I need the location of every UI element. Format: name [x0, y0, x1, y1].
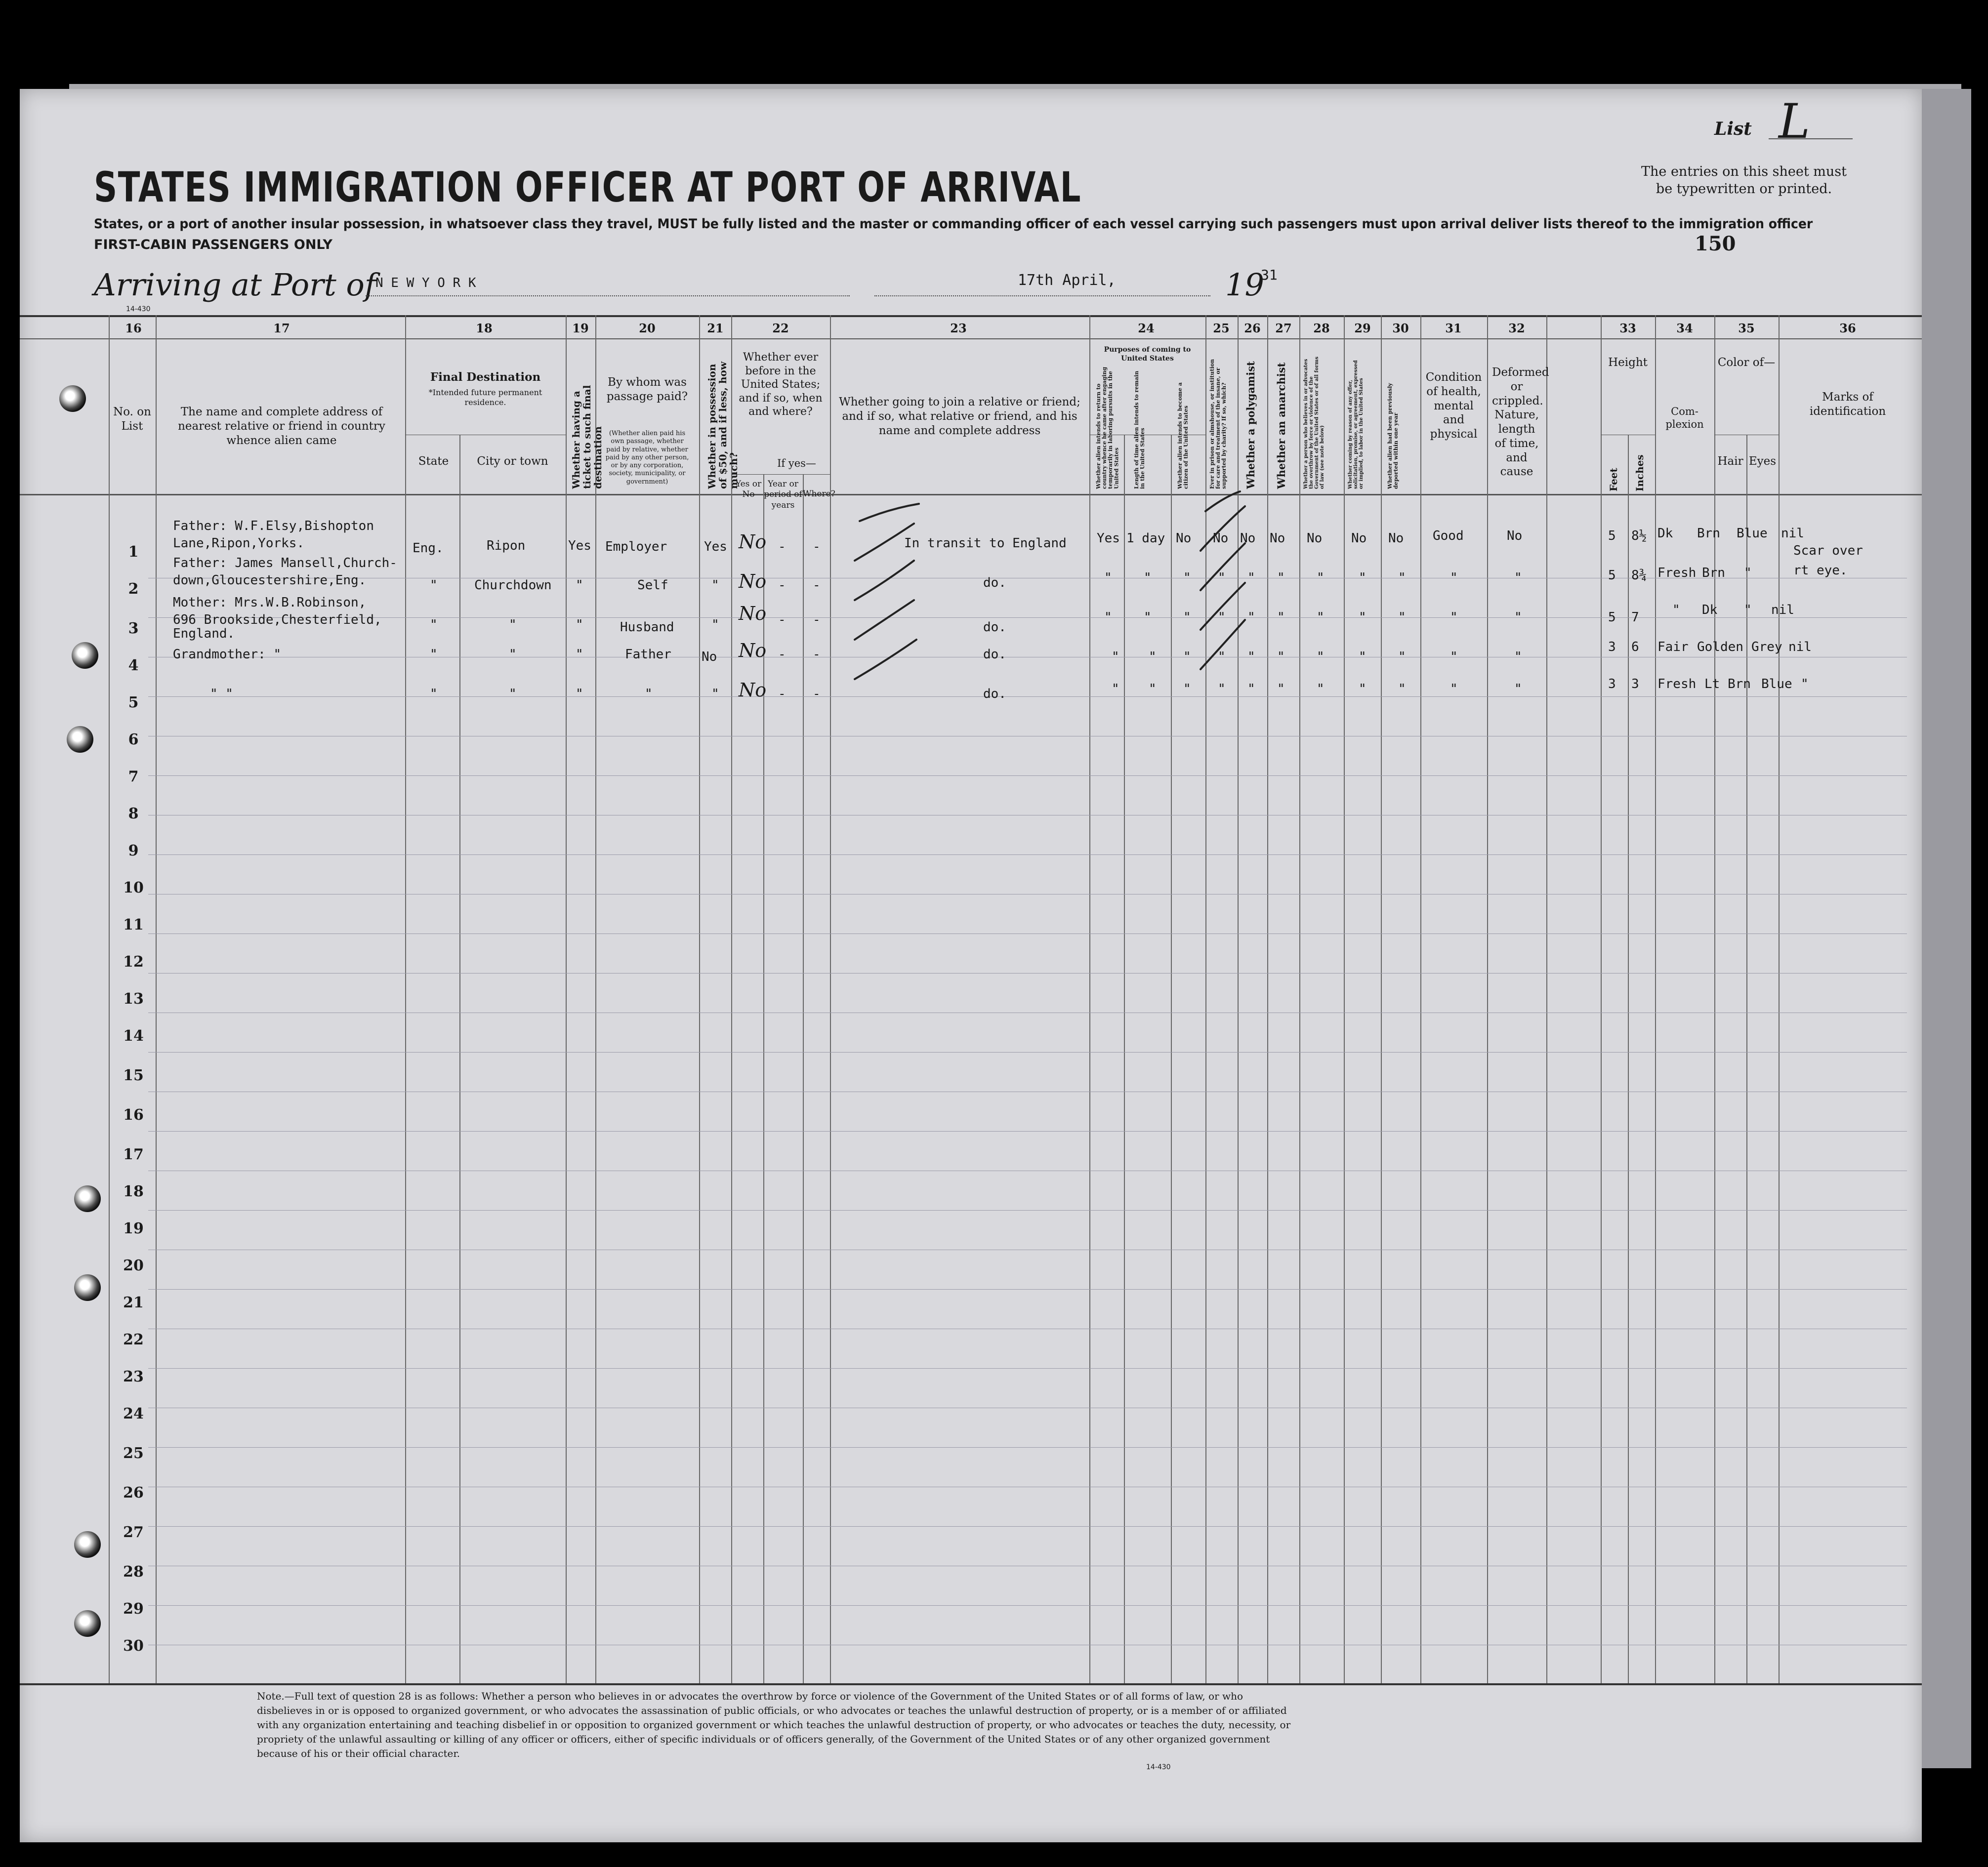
relative-address: England.: [173, 626, 235, 641]
overthrow-cell: ": [1317, 570, 1325, 585]
ticket-cell: ": [576, 647, 583, 662]
inches-cell: 6: [1631, 640, 1639, 654]
row-rule: [148, 1289, 1907, 1290]
city-cell: ": [509, 617, 517, 632]
ticket-cell: Yes: [568, 538, 591, 553]
relative-address: Mother: Mrs.W.B.Robinson,: [173, 595, 367, 610]
header-hair: Hair: [1717, 455, 1743, 468]
year-cell: -: [778, 687, 786, 701]
length-cell: ": [1149, 649, 1157, 664]
labor-cell: ": [1359, 682, 1367, 696]
prison-cell: ": [1218, 682, 1226, 696]
paid-by-cell: Self: [637, 578, 668, 593]
join-cell: do.: [983, 620, 1006, 635]
return-cell: Yes: [1097, 531, 1120, 546]
header-passage-paid-note: (Whether alien paid his own passage, whether paid by relative, whether paid by any other person, or by any corporation, society, municipality, or government): [605, 430, 689, 486]
row-number: 27: [123, 1524, 144, 1541]
polygamist-cell: ": [1247, 682, 1255, 696]
row-rule: [148, 973, 1907, 974]
paid-by-cell: ": [645, 687, 653, 701]
handwritten-marks: [20, 89, 1922, 780]
ticket-cell: ": [576, 687, 583, 701]
marks-cell: Scar over: [1793, 543, 1863, 558]
prison-cell: No: [1213, 531, 1229, 546]
state-cell: ": [430, 578, 438, 593]
header-city: City or town: [477, 455, 548, 468]
hair-cell: Dk: [1702, 603, 1718, 617]
row-rule: [148, 1526, 1907, 1527]
header-before-in-us: Whether ever before in the United States; and if so, when and where?: [739, 351, 823, 418]
header-ticket: Whether having a ticket to such final destination: [570, 385, 604, 489]
row-number: 12: [123, 953, 144, 971]
binder-hole: [72, 642, 98, 669]
join-cell: do.: [983, 575, 1006, 590]
binder-hole: [67, 726, 93, 753]
complexion-cell: Fresh: [1657, 677, 1697, 691]
overthrow-cell: ": [1317, 682, 1325, 696]
column-number: 27: [1275, 321, 1292, 335]
column-number: 16: [125, 321, 142, 335]
return-cell: ": [1104, 610, 1112, 625]
row-number: 15: [123, 1067, 144, 1084]
citizen-cell: ": [1183, 649, 1191, 664]
header-money: Whether in possession of $50, and if less, how much?: [706, 361, 740, 489]
state-cell: ": [430, 617, 438, 632]
page-title: STATES IMMIGRATION OFFICER AT PORT OF ARRIVAL: [94, 163, 1082, 211]
footer-code: 14-430: [1146, 1763, 1171, 1771]
citizen-cell: No: [1176, 531, 1192, 546]
hair-cell: Brn: [1702, 566, 1725, 580]
row-number: 20: [123, 1257, 144, 1274]
class-line: FIRST-CABIN PASSENGERS ONLY: [94, 237, 332, 252]
header-no-on-list: No. on List: [113, 406, 151, 433]
column-number: 28: [1313, 321, 1330, 335]
city-cell: Ripon: [487, 538, 526, 553]
paid-by-cell: Husband: [620, 620, 674, 635]
header-purposes: Purposes of coming to United States: [1104, 346, 1191, 363]
inches-cell: 8½: [1631, 528, 1647, 543]
binder-hole: [74, 1610, 101, 1637]
paid-by-cell: Employer: [605, 539, 667, 554]
binder-hole: [74, 1185, 101, 1212]
row-rule: [148, 1605, 1907, 1606]
labor-cell: ": [1359, 649, 1367, 664]
labor-cell: No: [1351, 531, 1367, 546]
column-number: 31: [1445, 321, 1462, 335]
where-cell: -: [813, 578, 821, 593]
inches-cell: 7: [1631, 610, 1639, 625]
deformed-cell: ": [1514, 570, 1522, 585]
feet-cell: 5: [1608, 568, 1616, 583]
header-final-destination: Final Destination: [430, 370, 541, 384]
state-cell: ": [430, 647, 438, 662]
table-bottom-border: [20, 1683, 1922, 1685]
citizen-cell: ": [1183, 682, 1191, 696]
before-cell: No: [739, 570, 767, 592]
citizen-cell: ": [1183, 610, 1191, 625]
row-number: 13: [123, 990, 144, 1008]
anarchist-cell: ": [1277, 649, 1285, 664]
overthrow-cell: ": [1317, 610, 1325, 625]
column-number: 29: [1354, 321, 1371, 335]
marks-cell: nil: [1781, 526, 1804, 541]
state-cell: ": [430, 687, 438, 701]
prison-cell: ": [1218, 610, 1226, 625]
row-number: 30: [123, 1637, 144, 1655]
row-number: 26: [123, 1484, 144, 1502]
column-number: 18: [476, 321, 493, 335]
column-number: 24: [1138, 321, 1155, 335]
footnote: Note.—Full text of question 28 is as follows: Whether a person who believes in or advocates the overthrow by force or violence of the Government of the United States or of all forms of law, or who disbelieves in or is opposed to organized government, or who advocates the assassination of public officials, or who advocates or teaches the unlawful destruction of property, or is a member of or affiliated with any organization entertaining and teaching disbelief in or opposition to organized government or which teaches the unlawful destruction of property, or who advocates or teaches the duty, necessity, or propriety of the unlawful assaulting or killing of any officer or officers, either of specific individuals or of officers generally, of the Government of the United States or of any other organized government because of his or their official character.: [257, 1690, 1291, 1759]
deported-cell: No: [1388, 531, 1404, 546]
state-cell: Eng.: [413, 541, 444, 556]
feet-cell: 5: [1608, 528, 1616, 543]
eyes-cell: Blue: [1761, 677, 1792, 691]
header-where: Where?: [803, 489, 835, 499]
row-number: 23: [123, 1368, 144, 1385]
where-cell: -: [813, 612, 821, 627]
header-intends-return: Whether alien intends to return to country whence he came after engaging temporarily in laboring pursuits in the United States: [1095, 366, 1120, 489]
column-number: 35: [1738, 321, 1755, 335]
join-cell: In transit to England: [904, 536, 1067, 551]
deformed-cell: ": [1514, 649, 1522, 664]
list-label: List: [1714, 119, 1752, 139]
header-inches: Inches: [1634, 454, 1646, 491]
join-cell: do.: [983, 687, 1006, 701]
marks-cell: ": [1801, 677, 1809, 691]
deformed-cell: ": [1514, 682, 1522, 696]
header-length-of-stay: Length of time alien intends to remain in the United States: [1133, 370, 1146, 489]
year-cell: -: [778, 539, 786, 554]
eyes-cell: ": [1744, 603, 1752, 617]
form-code: 14-430: [126, 305, 151, 313]
ticket-cell: ": [576, 617, 583, 632]
inches-cell: 8¾: [1631, 568, 1647, 583]
where-cell: -: [813, 647, 821, 662]
polygamist-cell: No: [1240, 531, 1256, 546]
marks-cell: rt eye.: [1793, 563, 1848, 578]
feet-cell: 3: [1608, 640, 1616, 654]
column-number: 17: [273, 321, 290, 335]
complexion-cell: Dk: [1657, 526, 1673, 541]
before-cell: No: [739, 640, 767, 661]
row-number: 9: [128, 842, 139, 859]
anarchist-cell: No: [1270, 531, 1285, 546]
row-number: 16: [123, 1106, 144, 1124]
eyes-cell: Grey: [1751, 640, 1782, 654]
anarchist-cell: ": [1277, 570, 1285, 585]
marks-cell: nil: [1771, 603, 1794, 617]
row-number: 3: [128, 620, 139, 637]
polygamist-cell: ": [1247, 570, 1255, 585]
hair-cell: Brn: [1697, 526, 1720, 541]
header-join-relative: Whether going to join a relative or friend; and if so, what relative or friend, and his name and complete address: [839, 396, 1080, 437]
date-value: 17th April,: [1018, 272, 1116, 289]
eyes-cell: ": [1744, 566, 1752, 580]
return-cell: ": [1112, 682, 1119, 696]
manifest-sheet: [20, 89, 1922, 1842]
prison-cell: ": [1218, 570, 1226, 585]
deformed-cell: No: [1507, 528, 1523, 543]
polygamist-cell: ": [1247, 610, 1255, 625]
deported-cell: ": [1398, 570, 1406, 585]
relative-address: 696 Brookside,Chesterfield,: [173, 612, 382, 627]
city-cell: ": [509, 687, 517, 701]
hair-cell: Golden: [1697, 640, 1743, 654]
header-final-destination-note: *Intended future permanent residence.: [428, 388, 542, 407]
row-number: 18: [123, 1183, 144, 1200]
header-labor-offer: Whether coming by reason of any offer, solicitation, promise, or agreement, expressed or implied, to labor in the United States: [1348, 360, 1364, 489]
return-cell: ": [1112, 649, 1119, 664]
return-cell: ": [1104, 570, 1112, 585]
header-prison: Ever in prison or almshouse, or institution for care and treatment of the insane, or supported by charity? If so, which?: [1209, 359, 1228, 489]
relative-address: " ": [210, 687, 233, 701]
relative-address: Father: W.F.Elsy,Bishopton: [173, 519, 374, 533]
header-marks: Marks of identification: [1809, 391, 1886, 418]
row-rule: [148, 854, 1907, 855]
header-state: State: [418, 455, 449, 468]
money-cell: ": [711, 687, 719, 701]
relative-address: Father: James Mansell,Church-: [173, 556, 397, 570]
health-cell: ": [1450, 649, 1458, 664]
row-number: 19: [123, 1220, 144, 1237]
labor-cell: ": [1359, 610, 1367, 625]
header-feet: Feet: [1608, 468, 1619, 491]
binder-hole: [74, 1531, 101, 1558]
row-rule: [148, 1131, 1907, 1132]
length-cell: ": [1144, 610, 1152, 625]
money-cell: ": [711, 617, 719, 632]
year-prefix: 19: [1225, 267, 1264, 303]
join-cell: do.: [983, 647, 1006, 662]
city-cell: ": [509, 647, 517, 662]
anarchist-cell: ": [1277, 610, 1285, 625]
row-number: 1: [128, 543, 139, 561]
row-number: 10: [123, 879, 144, 896]
header-height: Height: [1608, 356, 1648, 369]
sheet-number: 150: [1695, 232, 1736, 255]
header-yes-or-no: Yes or No: [735, 479, 762, 500]
year-cell: -: [778, 578, 786, 593]
relative-address: Lane,Ripon,Yorks.: [173, 536, 305, 551]
row-rule: [148, 1447, 1907, 1448]
row-number: 24: [123, 1405, 144, 1422]
header-passage-paid: By whom was passage paid?: [606, 376, 688, 403]
hair-cell: Lt Brn: [1704, 677, 1751, 691]
where-cell: -: [813, 687, 821, 701]
year-cell: -: [778, 612, 786, 627]
city-cell: Churchdown: [474, 578, 552, 593]
port-value: N E W Y O R K: [375, 276, 476, 290]
length-cell: ": [1149, 682, 1157, 696]
header-if-yes: If yes—: [777, 457, 816, 469]
header-deformed: Deformed or crippled. Nature, length of time, and cause: [1492, 366, 1549, 479]
row-number: 11: [123, 916, 144, 934]
column-number: 33: [1619, 321, 1636, 335]
ticket-cell: ": [576, 578, 583, 593]
row-rule: [148, 1052, 1907, 1053]
row-number: 8: [128, 805, 139, 822]
length-cell: ": [1144, 570, 1152, 585]
deported-cell: ": [1398, 649, 1406, 664]
column-number: 34: [1676, 321, 1693, 335]
deformed-cell: ": [1514, 610, 1522, 625]
column-number: 22: [772, 321, 789, 335]
health-cell: ": [1450, 682, 1458, 696]
row-number: 4: [128, 657, 139, 674]
marks-cell: nil: [1788, 640, 1812, 654]
column-number: 19: [572, 321, 589, 335]
paper-stack-edge-right: [1917, 89, 1971, 1768]
anarchist-cell: ": [1277, 682, 1285, 696]
citizen-cell: ": [1183, 570, 1191, 585]
feet-cell: 3: [1608, 677, 1616, 691]
subtitle: States, or a port of another insular possession, in whatsoever class they travel, MUST be fully listed and the master or commanding officer of each vessel carrying such passengers must upon arrival deliver lists thereof to the immigration officer: [94, 216, 1813, 232]
relative-address: down,Gloucestershire,Eng.: [173, 573, 367, 588]
row-rule: [148, 1210, 1907, 1211]
deported-cell: ": [1398, 682, 1406, 696]
health-cell: ": [1450, 570, 1458, 585]
binder-hole: [59, 385, 86, 412]
row-number: 22: [123, 1331, 144, 1348]
where-cell: -: [813, 539, 821, 554]
complexion-cell: Fair: [1657, 640, 1689, 654]
length-cell: 1 day: [1126, 531, 1165, 546]
header-deported: Whether alien had been previously deported within one year: [1387, 383, 1400, 489]
row-rule: [148, 1368, 1907, 1369]
column-number: 23: [950, 321, 967, 335]
header-polygamist: Whether a polygamist: [1244, 361, 1257, 489]
header-health: Condition of health, mental and physical: [1425, 371, 1482, 441]
feet-cell: 5: [1608, 610, 1616, 625]
row-number: 5: [128, 694, 139, 711]
row-number: 14: [123, 1027, 144, 1045]
year-suffix: 31: [1261, 267, 1278, 283]
header-relative-address: The name and complete address of nearest relative or friend in country whence alien came: [178, 406, 385, 447]
eyes-cell: Blue: [1737, 526, 1768, 541]
before-cell: No: [739, 603, 767, 624]
column-number: 20: [639, 321, 656, 335]
before-cell: No: [739, 679, 767, 701]
column-number: 25: [1213, 321, 1230, 335]
header-overthrow: Whether a person who believes in or advocates the overthrow by force or violence of the Government of the United States or of all forms of law (see note below): [1303, 357, 1325, 489]
column-number: 30: [1392, 321, 1409, 335]
polygamist-cell: ": [1247, 649, 1255, 664]
row-number: 28: [123, 1563, 144, 1581]
prison-cell: ": [1218, 649, 1226, 664]
money-cell: No: [702, 649, 717, 664]
row-number: 6: [128, 731, 139, 748]
row-number: 2: [128, 580, 139, 598]
before-cell: No: [739, 531, 767, 553]
inches-cell: 3: [1631, 677, 1639, 691]
header-complexion: Com-plexion: [1665, 406, 1704, 431]
arriving-label: Arriving at Port of: [94, 267, 376, 303]
labor-cell: ": [1359, 570, 1367, 585]
health-cell: Good: [1433, 528, 1464, 543]
column-number: 26: [1244, 321, 1261, 335]
header-year-period: Year or period of years: [764, 479, 802, 510]
relative-address: Grandmother: ": [173, 647, 282, 662]
money-cell: ": [711, 578, 719, 593]
row-number: 21: [123, 1294, 144, 1311]
complexion-cell: Fresh: [1657, 566, 1697, 580]
header-color-of: Color of—: [1717, 356, 1776, 369]
overthrow-cell: ": [1317, 649, 1325, 664]
row-number: 7: [128, 768, 139, 785]
overthrow-cell: No: [1307, 531, 1323, 546]
instruction-text: The entries on this sheet must be typewritten or printed.: [1641, 164, 1847, 197]
health-cell: ": [1450, 610, 1458, 625]
column-number: 21: [707, 321, 724, 335]
paid-by-cell: Father: [625, 647, 671, 662]
complexion-cell: ": [1672, 603, 1680, 617]
header-eyes: Eyes: [1748, 455, 1777, 468]
row-number: 25: [123, 1445, 144, 1462]
year-cell: -: [778, 647, 786, 662]
list-value: L: [1779, 94, 1810, 149]
deported-cell: ": [1398, 610, 1406, 625]
binder-hole: [74, 1274, 101, 1301]
header-anarchist: Whether an anarchist: [1275, 362, 1287, 489]
row-number: 29: [123, 1600, 144, 1618]
money-cell: Yes: [704, 539, 727, 554]
column-number: 36: [1839, 321, 1856, 335]
header-intends-citizen: Whether alien intends to become a citizen of the United States: [1177, 382, 1190, 489]
row-number: 17: [123, 1146, 144, 1163]
column-number: 32: [1508, 321, 1525, 335]
